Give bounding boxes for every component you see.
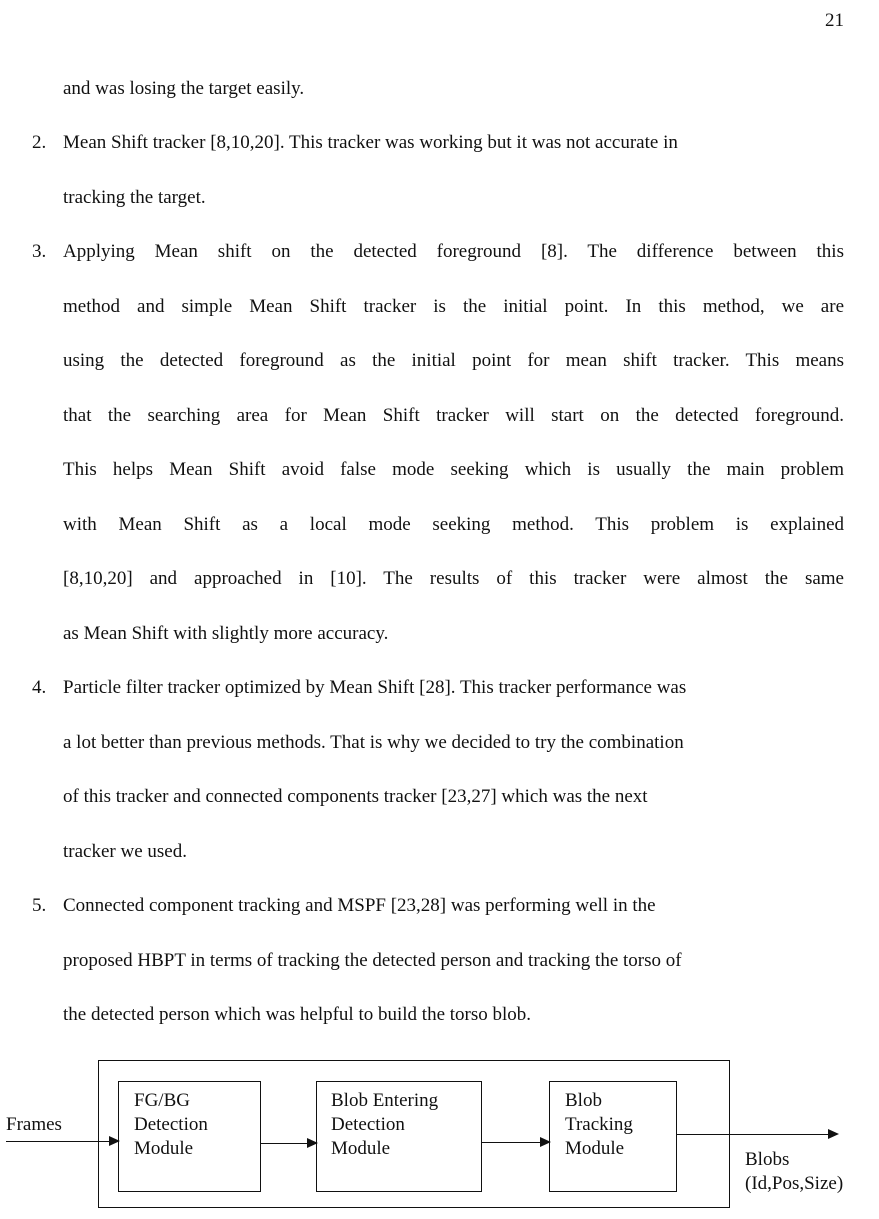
- frames-arrow: [6, 1141, 118, 1142]
- item-3-line-3: using the detected foreground as the initial point for mean shift tracker. This means: [63, 350, 844, 371]
- item-3-line-8: as Mean Shift with slightly more accuracy.: [63, 623, 389, 644]
- list-number-4: 4.: [32, 677, 47, 698]
- fg-bg-detection-module-label: FG/BG Detection Module: [134, 1090, 208, 1159]
- item-3-line-5: This helps Mean Shift avoid false mode seeking which is usually the main problem: [63, 459, 844, 480]
- item-4-line-2: a lot better than previous methods. That is why we decided to try the combination: [63, 732, 684, 753]
- pipeline-diagram: [0, 1030, 879, 1219]
- item-3-line-2: method and simple Mean Shift tracker is the initial point. In this method, we are: [63, 296, 844, 317]
- item-5-line-3: the detected person which was helpful to build the torso blob.: [63, 1004, 532, 1025]
- list-number-3: 3.: [32, 241, 47, 262]
- item-2-line-2: tracking the target.: [63, 187, 206, 208]
- blob-entering-detection-module-label: Blob Entering Detection Module: [331, 1090, 439, 1159]
- item-4-line-1: Particle filter tracker optimized by Mean Shift [28]. This tracker performance was: [63, 677, 687, 698]
- blob-tracking-module-label: Blob Tracking Module: [565, 1090, 633, 1159]
- item-4-line-3: of this tracker and connected components tracker [23,27] which was the next: [63, 786, 648, 807]
- item-5-line-2: proposed HBPT in terms of tracking the detected person and tracking the torso of: [63, 950, 682, 971]
- item-5-line-1: Connected component tracking and MSPF [23,28] was performing well in the: [63, 895, 656, 916]
- item-3-line-6: with Mean Shift as a local mode seeking method. This problem is explained: [63, 514, 844, 535]
- blobs-output-label: Blobs (Id,Pos,Size): [745, 1149, 844, 1194]
- item-3-line-4: that the searching area for Mean Shift tracker will start on the detected foreground.: [63, 405, 844, 426]
- list-number-2: 2.: [32, 132, 47, 153]
- page-number: 21: [825, 10, 844, 31]
- arrow-fgbg-to-entering: [261, 1143, 316, 1144]
- arrow-entering-to-tracking: [482, 1142, 549, 1143]
- item-2-line-1: Mean Shift tracker [8,10,20]. This tracker was working but it was not accurate in: [63, 132, 678, 153]
- item-3-line-1: Applying Mean shift on the detected foreground [8]. The difference between this: [63, 241, 844, 262]
- list-number-5: 5.: [32, 895, 47, 916]
- frames-label: Frames: [6, 1114, 62, 1135]
- item-3-line-7: [8,10,20] and approached in [10]. The results of this tracker were almost the same: [63, 568, 844, 589]
- continuation-line: and was losing the target easily.: [63, 78, 305, 99]
- item-4-line-4: tracker we used.: [63, 841, 187, 862]
- output-arrow: [677, 1134, 837, 1135]
